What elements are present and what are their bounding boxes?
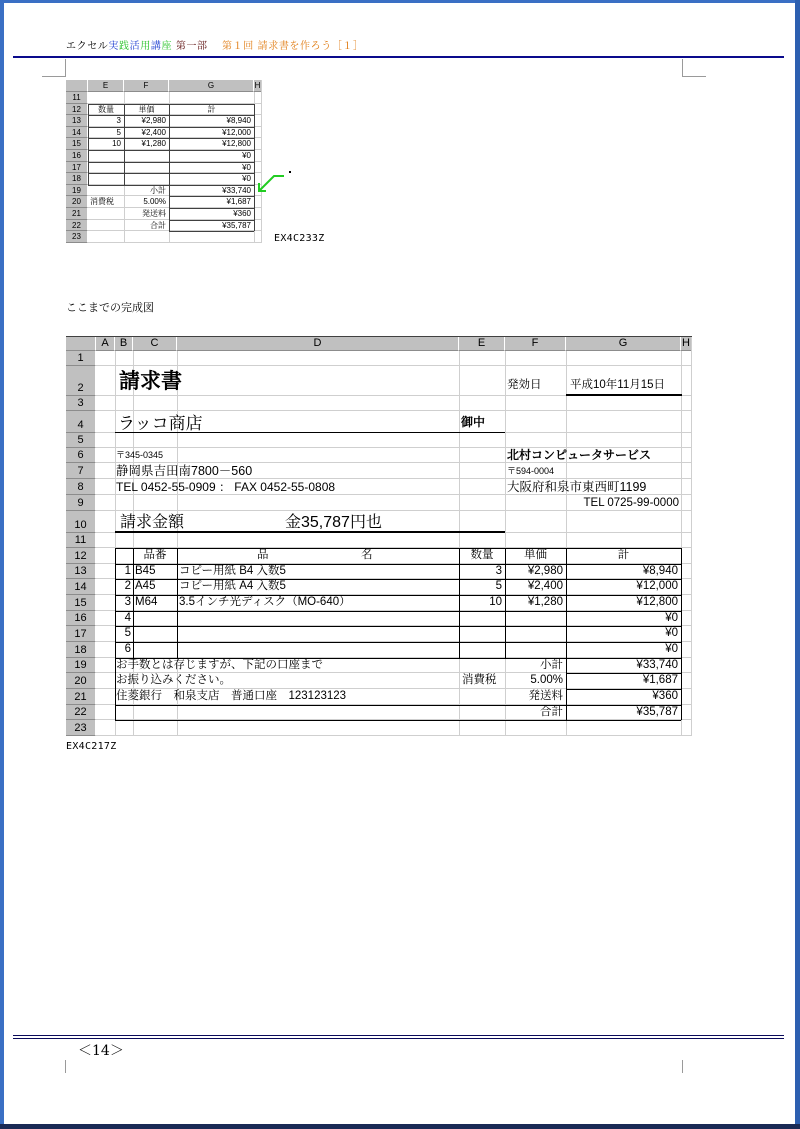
row-header[interactable]: 17 [66,162,88,174]
item-total: ¥12,000 [636,580,678,593]
subtotal-value: ¥33,740 [222,185,251,195]
cell-price [124,162,166,174]
row-header[interactable]: 21 [66,208,88,220]
header-price: 単価 [524,549,547,561]
header-total: 計 [207,104,216,114]
column-header[interactable]: D [177,336,459,351]
row-header[interactable]: 8 [66,479,96,495]
margin-corner-right [682,59,706,77]
gridline [261,80,262,243]
item-code [135,642,177,658]
header-part: エクセル [66,41,109,52]
total-label: 合計 [150,220,166,230]
shipping-label: 発送料 [528,690,563,702]
cell-total: ¥0 [242,162,251,172]
header-part: 第１回 請求書を作ろう［１］ [207,41,364,52]
item-qty [459,611,502,627]
cell-price: ¥1,280 [141,139,166,149]
total-value: ¥35,787 [222,220,251,230]
row-header[interactable]: 1 [66,351,96,366]
invoice-spreadsheet [66,336,693,737]
item-total: ¥8,940 [642,564,678,577]
column-header[interactable]: F [124,80,169,92]
header-name-1: 品 [257,549,269,561]
figure-caption-2: EX4C217Z [66,741,117,752]
item-name: コピー用紙 A4 入数5 [179,580,286,593]
row-header[interactable]: 12 [66,104,88,116]
item-name [179,611,459,627]
item-number: 2 [124,580,131,593]
gridline [459,351,460,736]
shipping-value: ¥360 [652,690,678,702]
item-qty [459,626,502,642]
customer-zip: 〒345-0345 [116,450,164,460]
issue-date: 平成10年11月15日 [570,379,666,391]
row-header[interactable]: 17 [66,626,96,642]
column-header[interactable]: G [566,336,681,351]
column-header[interactable]: H [681,336,692,351]
cell-price: ¥2,980 [141,116,166,126]
subtotal-value: ¥33,740 [636,658,678,671]
cell-price [124,150,166,162]
row-header[interactable]: 18 [66,173,88,185]
customer-phone: TEL 0452-55-0909 ： FAX 0452-55-0808 [116,480,336,494]
item-total: ¥0 [665,627,678,640]
item-price: ¥2,980 [527,564,563,577]
cell-qty: 5 [116,127,121,137]
item-code [135,626,177,642]
cell-qty [88,173,121,185]
item-qty: 3 [495,564,502,577]
window-frame-top [0,0,800,3]
column-header[interactable]: G [169,80,254,92]
cell-qty [88,162,121,174]
row-header[interactable]: 6 [66,448,96,463]
item-number: 6 [124,643,131,655]
subtotal-label: 小計 [540,658,563,671]
arrow-icon [255,168,295,194]
page-number: ＜14＞ [78,1043,124,1059]
subtotal-label: 小計 [150,185,166,195]
cell-total: ¥0 [242,174,251,184]
table-border [133,548,134,658]
header-part: 践 [119,41,130,52]
item-code: A45 [135,580,156,593]
section-label: ここまでの完成図 [66,301,154,314]
margin-corner-left [42,59,66,77]
header-part: 座 [161,41,173,52]
cell-total: ¥12,000 [222,127,251,137]
row-header[interactable]: 22 [66,220,88,232]
table-border [169,231,254,232]
row-header[interactable]: 13 [66,564,96,580]
row-header[interactable]: 22 [66,705,96,721]
row-header[interactable]: 23 [66,720,96,736]
figure-caption-1: EX4C233Z [274,233,325,244]
row-header[interactable]: 3 [66,396,96,411]
small-spreadsheet [66,80,262,244]
header-part: 活 [129,41,141,52]
sender-phone: TEL 0725-99-0000 [583,497,679,509]
column-header[interactable]: E [88,80,124,92]
row-header[interactable]: 14 [66,579,96,595]
sheet-border-top [66,336,692,337]
item-name [179,626,459,642]
item-price [505,626,563,642]
header-part: 用 [140,41,151,52]
header-part: 講 [150,41,162,52]
bank-account: 住菱銀行 和泉支店 普通口座 123123123 [116,690,347,702]
item-price: ¥2,400 [527,580,563,593]
cell-qty: 10 [112,139,121,149]
row-header[interactable]: 10 [66,511,96,533]
gridline [691,336,692,736]
sender-name: 北村コンピュータサービス [507,448,652,462]
row-header[interactable]: 5 [66,433,96,448]
item-qty: 5 [495,580,502,593]
total-value: ¥35,787 [636,705,678,718]
item-code [135,611,177,627]
cell-qty: 3 [116,116,121,126]
header-code: 品番 [143,549,167,561]
row-header[interactable]: 11 [66,533,96,548]
column-header[interactable]: C [133,336,177,351]
row-header[interactable]: 12 [66,548,96,564]
item-price [505,642,563,658]
footer-rule [13,1035,784,1036]
column-header[interactable]: A [96,336,115,351]
row-header[interactable]: 19 [66,658,96,674]
row-header[interactable]: 16 [66,611,96,627]
row-header[interactable]: 2 [66,366,96,396]
table-border [681,548,682,720]
footer-rule-secondary [13,1038,784,1039]
row-header[interactable]: 15 [66,138,88,150]
amount-label: 請求金額 [120,514,185,531]
item-name: コピー用紙 B4 入数5 [179,564,286,577]
row-header[interactable]: 9 [66,495,96,511]
row-header[interactable]: 13 [66,115,88,127]
gridline [96,735,692,736]
cell-price: ¥2,400 [141,127,166,137]
column-header-corner [66,336,96,351]
tax-value: ¥1,687 [642,674,678,687]
row-header[interactable]: 16 [66,150,88,162]
cell-qty [88,150,121,162]
gridline [88,242,262,243]
invoice-title: 請求書 [119,370,182,393]
header-total: 計 [617,549,630,561]
item-number: 5 [124,627,131,640]
row-header[interactable]: 11 [66,92,88,104]
cell-price [124,173,166,185]
column-header[interactable]: F [505,336,566,351]
column-header[interactable]: E [459,336,505,351]
row-header[interactable]: 23 [66,231,88,243]
header-part: 第一部 [172,41,208,52]
amount-value: 金35,787円也 [285,514,382,531]
payment-note-1: お手数とは存じますが、下記の口座まで [116,658,323,671]
item-number: 4 [124,611,131,624]
item-code: B45 [135,564,156,577]
row-header[interactable]: 4 [66,411,96,433]
row-header[interactable]: 14 [66,127,88,139]
column-header[interactable]: H [254,81,261,90]
shipping-value: ¥360 [233,209,251,218]
margin-tick-right [682,1060,683,1073]
row-header[interactable]: 21 [66,689,96,705]
tax-rate: 5.00% [530,674,563,687]
cell-total: ¥8,940 [226,116,251,126]
row-header[interactable]: 7 [66,463,96,479]
item-total: ¥0 [665,611,678,624]
tax-label: 消費税 [462,674,497,687]
issue-date-label: 発効日 [507,379,542,391]
item-number: 1 [124,564,131,577]
row-header[interactable]: 19 [66,185,88,197]
window-frame-right [795,0,800,1129]
item-name: 3.5インチ光ディスク（MO-640） [179,596,351,608]
table-border [115,720,681,721]
header-name-2: 名 [361,549,373,561]
item-price: ¥1,280 [527,596,563,608]
item-code: M64 [135,596,158,608]
row-header[interactable]: 18 [66,642,96,658]
item-price [505,611,563,627]
customer-address: 静岡県吉田南7800－560 [116,464,253,478]
customer-name: ラッコ商店 [118,414,203,433]
item-total: ¥0 [665,643,678,655]
item-name [179,642,459,658]
header-part: 実 [108,41,120,52]
item-number: 3 [124,596,131,608]
header-rule [13,56,784,58]
header-qty: 数量 [98,104,114,114]
margin-tick-left [65,1060,66,1073]
header-qty: 数量 [470,549,494,561]
page-header-title [66,37,364,52]
item-total: ¥12,800 [636,596,678,608]
payment-note-2: お振り込みください。 [116,674,231,687]
tax-value: ¥1,687 [226,197,251,207]
sender-zip: 〒594-0004 [507,466,555,476]
cell-total: ¥12,800 [222,139,251,149]
column-header-corner [66,80,88,92]
window-frame-left [0,0,4,1129]
item-qty: 10 [489,596,502,608]
column-header[interactable]: B [115,336,133,351]
honorific: 御中 [461,415,486,429]
window-frame-bottom [0,1124,800,1129]
cell-total: ¥0 [242,151,251,160]
table-border [177,548,178,658]
row-header[interactable]: 20 [66,673,96,689]
tax-label: 消費税 [90,197,114,207]
item-qty [459,642,502,658]
tax-rate: 5.00% [143,197,166,207]
row-header[interactable]: 15 [66,595,96,611]
row-header[interactable]: 20 [66,196,88,208]
shipping-label: 発送料 [142,209,166,218]
total-label: 合計 [540,705,563,718]
header-price: 単価 [138,104,155,114]
sender-address: 大阪府和泉市東西町1199 [507,480,647,494]
